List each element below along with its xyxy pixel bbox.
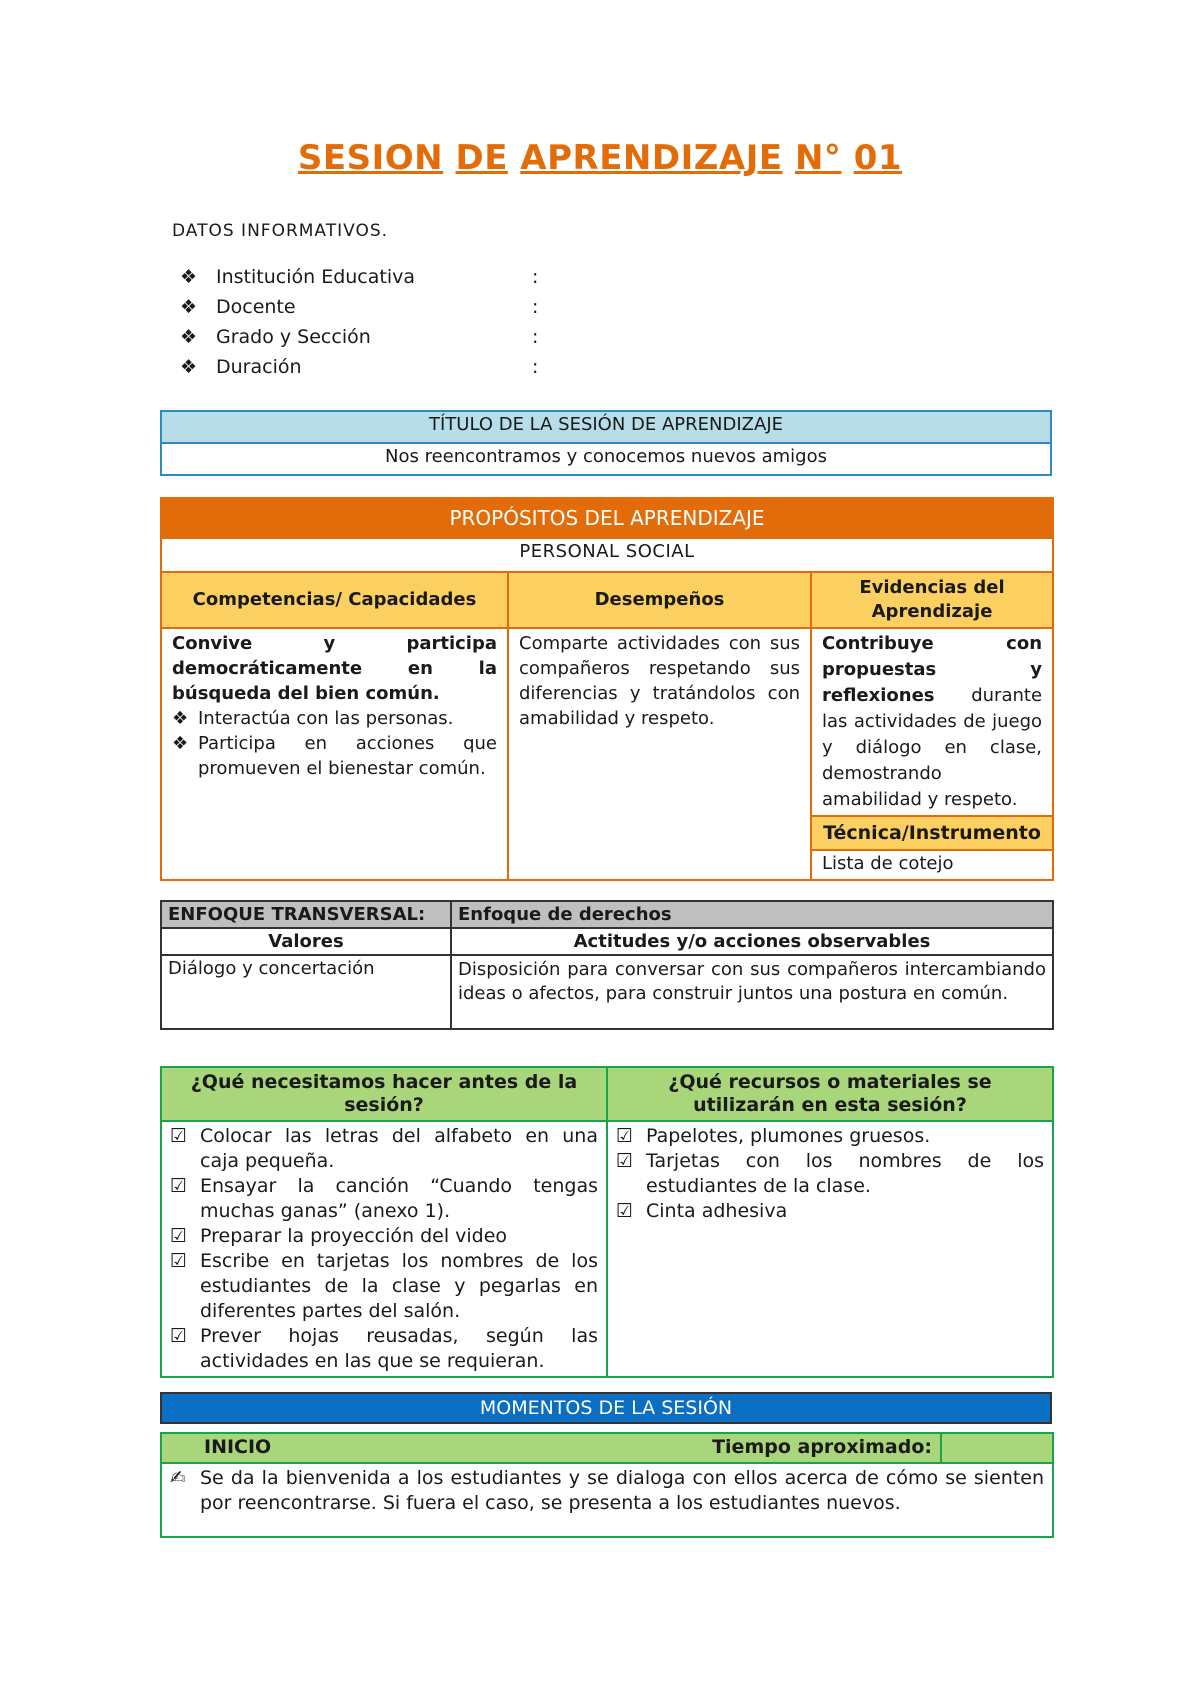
datos-item: ❖ Institución Educativa : (180, 266, 539, 288)
col-competencias: Competencias/ Capacidades (161, 572, 508, 628)
diamond-bullet-icon: ❖ (180, 356, 198, 378)
recursos-table (160, 1066, 1054, 1378)
inicio-body (161, 1463, 1053, 1537)
materiales-list (607, 1121, 1053, 1377)
col-actitudes: Actitudes y/o acciones observables (451, 928, 1053, 955)
materiales-heading: ¿Qué recursos o materiales se utilizarán en esta sesión? (607, 1067, 1053, 1121)
list-item: ☑ Prever hojas reusadas, según las actividades en las que se requieran. (170, 1325, 598, 1372)
col-valores: Valores (161, 928, 451, 955)
enfoque-table (160, 900, 1054, 1030)
diamond-bullet-icon: ❖ (172, 708, 189, 729)
page-title: SESION DE APRENDIZAJE N° 01 (297, 138, 903, 178)
checkbox-icon: ☑ (616, 1125, 634, 1147)
session-title-table (160, 410, 1052, 476)
diamond-bullet-icon: ❖ (180, 326, 198, 348)
checkbox-icon: ☑ (170, 1175, 188, 1197)
writing-hand-icon: ✍ (170, 1467, 186, 1489)
datos-item: ❖ Docente : (180, 296, 539, 318)
list-item: ☑ Colocar las letras del alfabeto en una caja pequeña. (170, 1125, 598, 1172)
session-title-heading: TÍTULO DE LA SESIÓN DE APRENDIZAJE (161, 411, 1051, 443)
diamond-bullet-icon: ❖ (180, 296, 198, 318)
tiempo-label: Tiempo aproximado: (712, 1436, 932, 1458)
checkbox-icon: ☑ (616, 1200, 634, 1222)
propositos-band: PROPÓSITOS DEL APRENDIZAJE (161, 498, 1053, 538)
datos-list (180, 266, 580, 386)
area-name: PERSONAL SOCIAL (161, 538, 1053, 572)
evidencia-cell: Contribuye con propuestas y reflexiones durante las actividades de juego y diálogo en clase, demostrando amabilidad y respeto. (811, 628, 1053, 816)
diamond-bullet-icon: ❖ (180, 266, 198, 288)
enfoque-value: Enfoque de derechos (451, 901, 1053, 928)
list-item: ☑ Escribe en tarjetas los nombres de los estudiantes de la clase y pegarlas en diferentes partes del salón. (170, 1250, 598, 1322)
enfoque-label: ENFOQUE TRANSVERSAL: (161, 901, 451, 928)
diamond-bullet-icon: ❖ (172, 733, 189, 754)
capacidad-item: ❖ Interactúa con las personas. (172, 708, 454, 729)
list-item: ☑ Cinta adhesiva (616, 1200, 788, 1222)
session-title-value: Nos reencontramos y conocemos nuevos amigos (161, 443, 1051, 475)
list-item: ☑ Ensayar la canción “Cuando tengas muchas ganas” (anexo 1). (170, 1175, 598, 1222)
list-item: ☑ Tarjetas con los nombres de los estudiantes de la clase. (616, 1150, 1044, 1197)
antes-list (161, 1121, 607, 1377)
datos-heading: DATOS INFORMATIVOS. (172, 221, 389, 241)
checkbox-icon: ☑ (170, 1125, 188, 1147)
checkbox-icon: ☑ (170, 1225, 188, 1247)
checkbox-icon: ☑ (170, 1250, 188, 1272)
competencia-cell (161, 628, 508, 880)
propositos-table (160, 497, 1054, 881)
inicio-label: INICIO (204, 1436, 272, 1458)
antes-heading: ¿Qué necesitamos hacer antes de la sesión? (161, 1067, 607, 1121)
checkbox-icon: ☑ (616, 1150, 634, 1172)
tiempo-value (941, 1433, 1053, 1463)
capacidad-item: ❖ Participa en acciones que promueven el bienestar común. (172, 733, 497, 779)
col-desempenos: Desempeños (508, 572, 811, 628)
checkbox-icon: ☑ (170, 1325, 188, 1347)
momentos-band: MOMENTOS DE LA SESIÓN (160, 1392, 1052, 1424)
competencia-text: Convive y participa democráticamente en la búsqueda del bien común. (172, 633, 497, 704)
actitud-cell: Disposición para conversar con sus compañeros intercambiando ideas o afectos, para construir juntos una postura en común. (451, 955, 1053, 1029)
list-item: ✍ Se da la bienvenida a los estudiantes y se dialoga con ellos acerca de cómo se sienten por reencontrarse. Si fuera el caso, se presenta a los estudiantes nuevos. (170, 1467, 1044, 1514)
col-evidencias: Evidencias del Aprendizaje (811, 572, 1053, 628)
inicio-header (161, 1433, 941, 1463)
inicio-table (160, 1432, 1054, 1538)
desempeno-cell: Comparte actividades con sus compañeros respetando sus diferencias y tratándolos con amabilidad y respeto. (508, 628, 811, 880)
tecnica-heading: Técnica/Instrumento (811, 816, 1053, 850)
valor-cell: Diálogo y concertación (161, 955, 451, 1029)
tecnica-value: Lista de cotejo (811, 850, 1053, 880)
datos-item: ❖ Duración : (180, 356, 539, 378)
list-item: ☑ Papelotes, plumones gruesos. (616, 1125, 931, 1147)
list-item: ☑ Preparar la proyección del video (170, 1225, 508, 1247)
datos-item: ❖ Grado y Sección : (180, 326, 539, 348)
